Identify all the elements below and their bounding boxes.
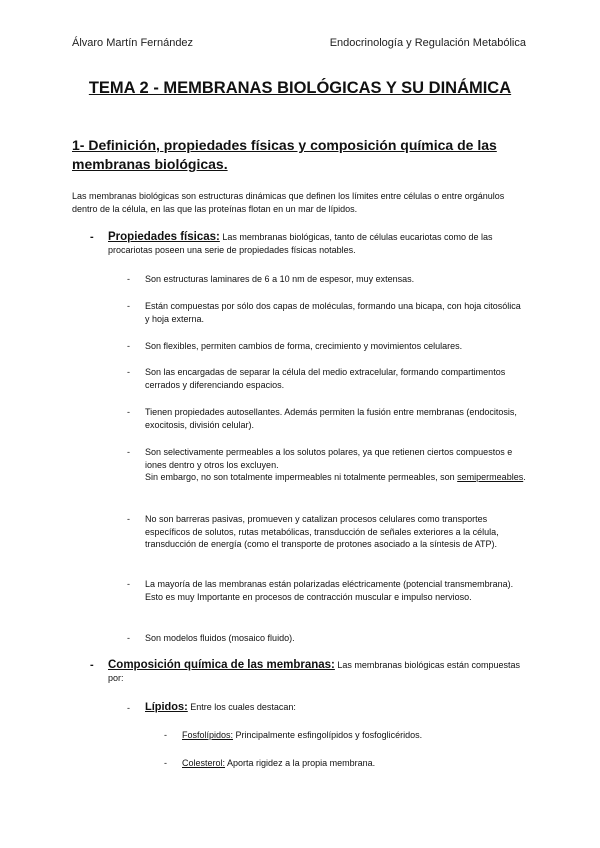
- physical-properties-block: [90, 231, 528, 257]
- bullet-dash: -: [127, 367, 130, 377]
- page-title: TEMA 2 - MEMBRANAS BIOLÓGICAS Y SU DINÁMICA: [88, 79, 512, 97]
- bullet-dash: -: [127, 633, 130, 643]
- bullet-dash: -: [127, 447, 130, 457]
- list-item-text: Son flexibles, permiten cambios de forma, crecimiento y movimientos celulares.: [145, 341, 463, 351]
- list-item-text: Son modelos fluidos (mosaico fluido).: [145, 633, 295, 643]
- lipids-text: Entre los cuales destacan:: [187, 702, 296, 712]
- lipids-heading: Lípidos:: [145, 701, 188, 713]
- lipid-item: [164, 757, 528, 770]
- lipid-term: Colesterol:: [182, 758, 226, 768]
- list-item: [127, 366, 527, 391]
- lipids-block: [127, 701, 527, 714]
- list-item: [127, 406, 527, 431]
- header-course: Endocrinología y Regulación Metabólica: [329, 37, 526, 49]
- list-item: [127, 632, 527, 645]
- list-item-text: No son barreras pasivas, promueven y catalizan procesos celulares como transportes específicos de solutos, rutas metabólicas, transducción de señales exteriores a la célula, transducción de energía (como el transporte de protones asociado a la síntesis de ATP).: [145, 514, 499, 549]
- list-item-text: Son las encargadas de separar la célula del medio extracelular, formando compartimentos cerrados y diferenciando espacios.: [145, 367, 506, 390]
- lipid-item: [164, 729, 528, 742]
- bullet-dash: -: [164, 730, 167, 740]
- bullet-dash: -: [127, 407, 130, 417]
- bullet-dash: -: [127, 703, 130, 713]
- list-item-text: .: [523, 472, 526, 482]
- composition-block: [90, 659, 528, 685]
- list-item: [127, 513, 527, 551]
- lipid-text: Principalmente esfingolípidos y fosfoglicéridos.: [233, 730, 423, 740]
- list-item-text: La mayoría de las membranas están polarizadas eléctricamente (potencial transmembrana). Esto es muy Importante en procesos de contracción muscular e impulso nervioso.: [145, 579, 514, 602]
- list-item: [127, 300, 527, 325]
- bullet-dash: -: [90, 231, 94, 243]
- header-author: Álvaro Martín Fernández: [72, 37, 194, 49]
- lipid-text: Aporta rigidez a la propia membrana.: [225, 758, 376, 768]
- composition-heading: Composición química de las membranas:: [108, 659, 335, 671]
- bullet-dash: -: [127, 274, 130, 284]
- bullet-dash: -: [127, 301, 130, 311]
- list-item: [127, 340, 527, 353]
- lipid-term: Fosfolípidos:: [182, 730, 234, 740]
- list-item-text: Tienen propiedades autosellantes. Además permiten la fusión entre membranas (endocitosis, exocitosis, división celular).: [145, 407, 517, 430]
- bullet-dash: -: [127, 579, 130, 589]
- bullet-dash: -: [90, 659, 94, 671]
- semipermeable-term: semipermeables: [457, 472, 524, 482]
- bullet-dash: -: [127, 514, 130, 524]
- list-item: [127, 578, 527, 603]
- physical-properties-text: Las membranas biológicas, tanto de células eucariotas como de las procariotas poseen una serie de propiedades físicas notables.: [108, 232, 493, 255]
- physical-properties-heading: Propiedades físicas:: [108, 231, 220, 243]
- bullet-dash: -: [127, 341, 130, 351]
- list-item-text: Son estructuras laminares de 6 a 10 nm de espesor, muy extensas.: [145, 274, 415, 284]
- section-heading: 1- Definición, propiedades físicas y composición química de las membranas biológicas.: [72, 137, 497, 172]
- list-item: [127, 446, 527, 484]
- bullet-dash: -: [164, 758, 167, 768]
- list-item-text: Son selectivamente permeables a los solutos polares, ya que retienen ciertos compuestos e iones dentro y otros los excluyen.: [145, 447, 513, 470]
- list-item: [127, 273, 527, 286]
- list-item-text: Sin embargo, no son totalmente impermeables ni totalmente permeables, son: [145, 472, 458, 482]
- composition-text: Las membranas biológicas están compuestas por:: [108, 660, 520, 683]
- intro-paragraph: Las membranas biológicas son estructuras dinámicas que definen los límites entre células o entre orgánulos dentro de la célula, en las que las proteínas flotan en un mar de lípidos.: [72, 191, 505, 214]
- list-item-text: Están compuestas por sólo dos capas de moléculas, formando una bicapa, con hoja citosólica y hoja externa.: [145, 301, 521, 324]
